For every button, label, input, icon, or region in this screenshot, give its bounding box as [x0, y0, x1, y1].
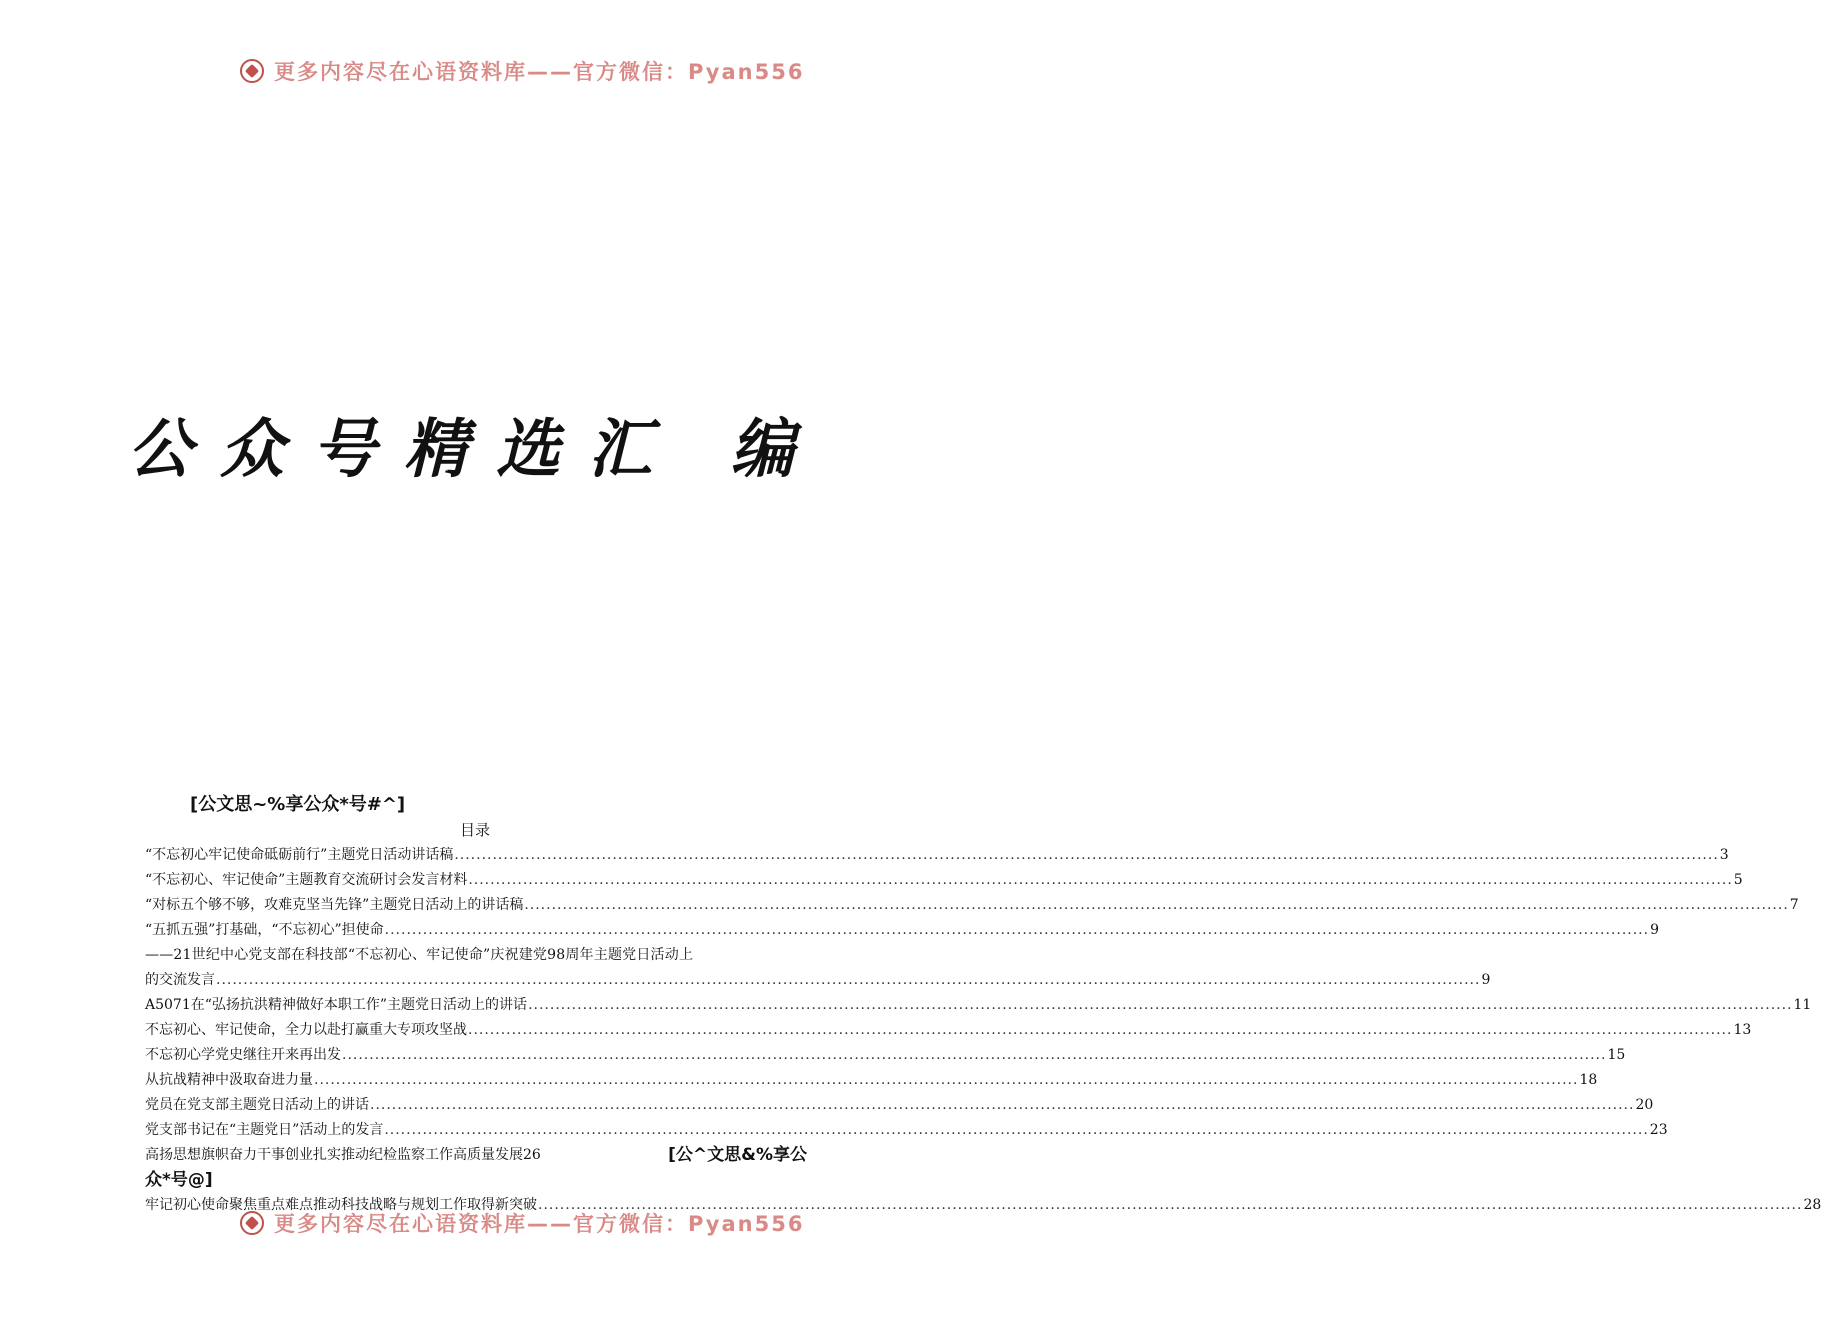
toc-leader	[454, 843, 1718, 868]
toc-leader	[216, 968, 1480, 993]
logo-icon	[240, 59, 264, 83]
toc-leader	[468, 868, 1732, 893]
cover-title: 公众号精选汇 编	[127, 412, 823, 487]
logo-icon	[240, 1211, 264, 1235]
toc-entry-title: 党员在党支部主题党日活动上的讲话	[145, 1097, 369, 1113]
toc-entry[interactable]	[145, 1143, 807, 1168]
toc-leader	[342, 1043, 1606, 1068]
toc-entry[interactable]	[145, 1043, 1626, 1068]
toc-entry-title: “不忘初心、牢记使命”主题教育交流研讨会发言材料	[145, 872, 468, 888]
toc-entry[interactable]	[145, 968, 1491, 993]
toc-entry-title: 不忘初心、牢记使命，全力以赴打赢重大专项攻坚战	[145, 1022, 467, 1038]
toc-entry-page: 5	[1733, 872, 1743, 888]
toc-entry-title: 高扬思想旗帜奋力干事创业扎实推动纪检监察工作高质量发展26	[145, 1147, 541, 1163]
toc-entry-page: 9	[1650, 922, 1660, 938]
toc-entry-page: 28	[1803, 1197, 1821, 1213]
footer-banner	[240, 1208, 805, 1238]
toc-entry[interactable]	[145, 1018, 1752, 1043]
toc-entry-title: 不忘初心学党史继往开来再出发	[145, 1047, 341, 1063]
toc-leader	[468, 1018, 1732, 1043]
toc-entry-title: 党支部书记在“主题党日”活动上的发言	[145, 1122, 384, 1138]
header-banner-text: 更多内容尽在心语资料库——官方微信：Pyan556	[274, 60, 805, 84]
toc-entry[interactable]	[145, 918, 1660, 943]
toc-entry-page: 9	[1481, 972, 1491, 988]
toc-leader	[524, 893, 1788, 918]
toc-leader	[314, 1068, 1578, 1093]
toc-entry[interactable]	[145, 1118, 1668, 1143]
toc-leader	[384, 1118, 1648, 1143]
promo-inline: [公^文思&%享公	[668, 1145, 807, 1165]
toc-leader	[370, 1093, 1634, 1118]
toc-entry-page: 13	[1733, 1022, 1752, 1038]
toc-entry-title: 牢记初心使命聚焦重点难点推动科技战略与规划工作取得新突破	[145, 1197, 537, 1213]
toc-entry-page: 3	[1719, 847, 1729, 863]
toc-entry-title: “五抓五强”打基础，“不忘初心”担使命	[145, 922, 384, 938]
header-banner	[240, 56, 805, 86]
toc-entry-title: A5071在“弘扬抗洪精神做好本职工作”主题党日活动上的讲话	[145, 997, 528, 1013]
toc-entry-page: 11	[1793, 997, 1812, 1013]
toc-entry-page: 23	[1649, 1122, 1668, 1138]
promo-line: [公文思~%享公众*号#^]	[190, 794, 406, 815]
toc-entry-page: 18	[1579, 1072, 1598, 1088]
toc-entry-page: 7	[1789, 897, 1799, 913]
toc-entry[interactable]	[145, 868, 1743, 893]
toc-entry[interactable]	[145, 1093, 1654, 1118]
toc-entry-title: “不忘初心牢记使命砥砺前行”主题党日活动讲话稿	[145, 847, 454, 863]
toc-leader	[385, 918, 1649, 943]
toc-entry-page: 20	[1635, 1097, 1654, 1113]
toc-entry[interactable]	[145, 1068, 1598, 1093]
toc-heading: 目录	[459, 821, 490, 839]
toc-entry[interactable]	[145, 993, 1812, 1018]
toc-entry-title: 的交流发言	[145, 972, 215, 988]
toc-entry-subtitle[interactable]: ——21世纪中心党支部在科技部“不忘初心、牢记使命”庆祝建党98周年主题党日活动上	[145, 947, 694, 963]
toc-entry[interactable]	[145, 893, 1799, 918]
table-of-contents	[145, 843, 1821, 1218]
toc-entry-title: 从抗战精神中汲取奋进力量	[145, 1072, 313, 1088]
toc-entry-title: “对标五个够不够，攻难克坚当先锋”主题党日活动上的讲话稿	[145, 897, 524, 913]
toc-leader	[528, 993, 1792, 1018]
toc-entry-page: 15	[1607, 1047, 1626, 1063]
toc-entry[interactable]	[145, 843, 1729, 868]
promo-inline-cont: 众*号@]	[145, 1170, 213, 1190]
footer-banner-text: 更多内容尽在心语资料库——官方微信：Pyan556	[274, 1212, 805, 1236]
